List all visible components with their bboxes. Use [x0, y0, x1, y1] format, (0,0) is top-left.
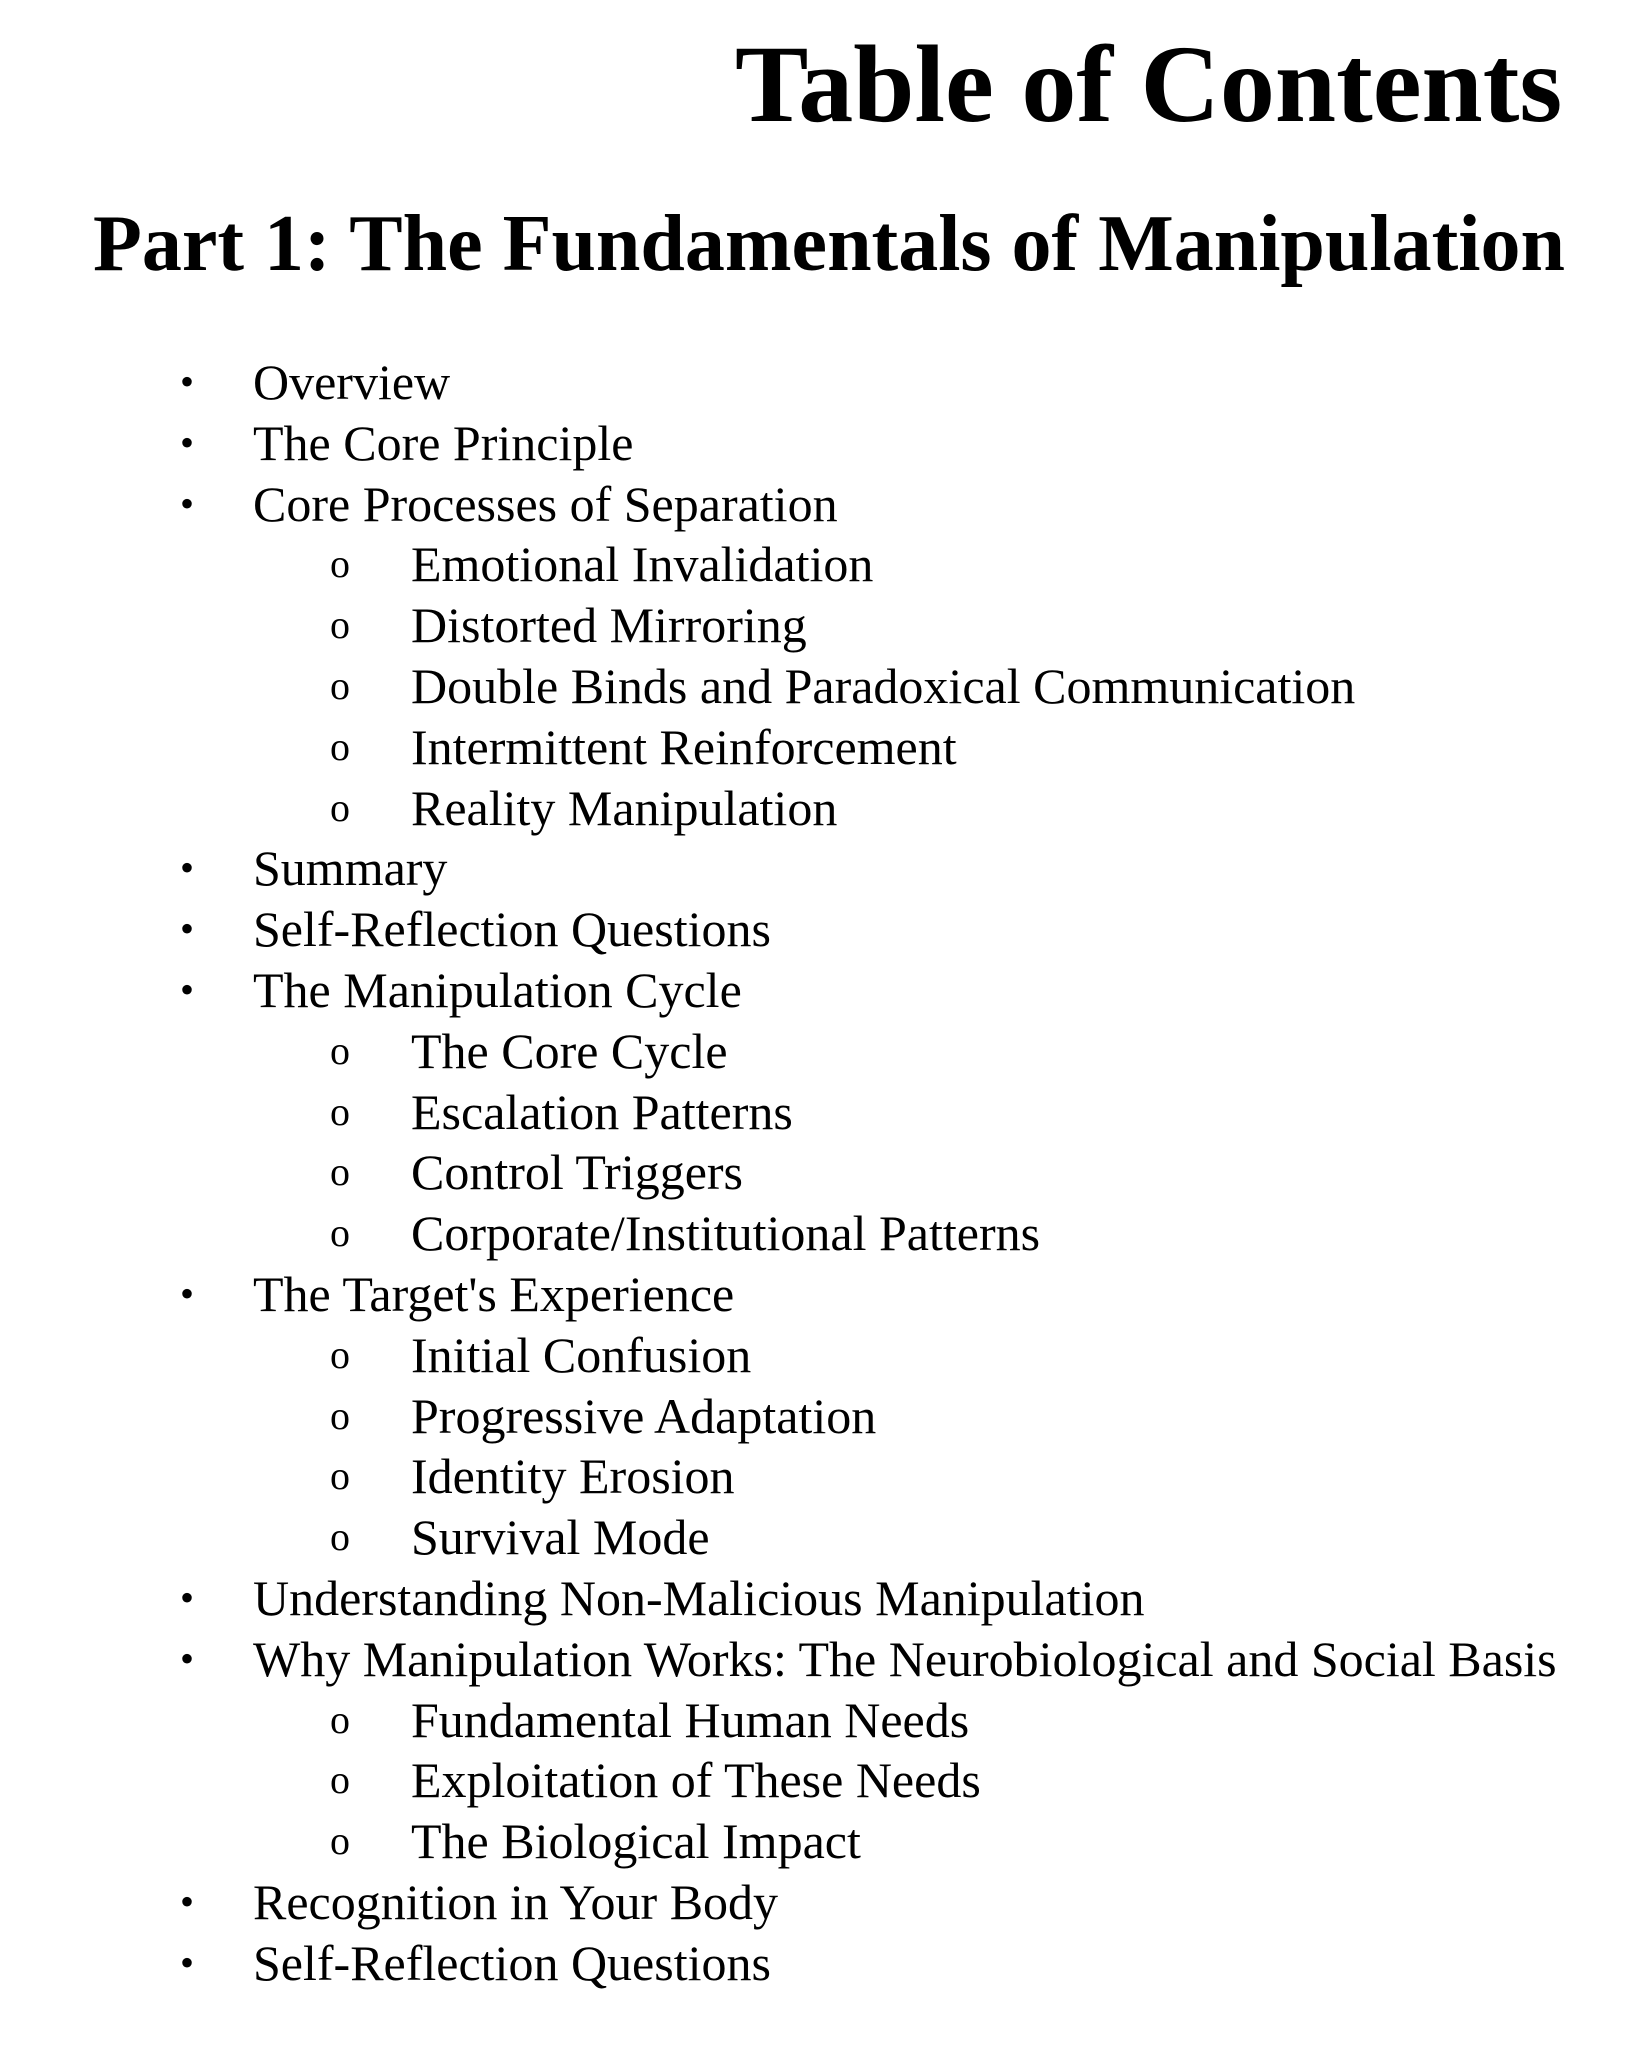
bullet-marker: •: [180, 1270, 195, 1316]
sub-bullet-marker: o: [330, 1818, 350, 1864]
toc-entry-label: Recognition in Your Body: [253, 1873, 779, 1930]
toc-entry-label: The Target's Experience: [253, 1265, 735, 1322]
toc-list: [0, 352, 1637, 1994]
bullet-marker: •: [180, 1939, 195, 1985]
toc-entry: [0, 1933, 1637, 1994]
toc-subentry: [0, 1446, 1637, 1507]
toc-entry-label: Progressive Adaptation: [411, 1387, 877, 1444]
toc-subentry: [0, 778, 1637, 839]
sub-bullet-marker: o: [330, 1453, 350, 1499]
toc-subentry: [0, 595, 1637, 656]
bullet-marker: •: [180, 966, 195, 1012]
bullet-marker: •: [180, 845, 195, 891]
part-heading: Part 1: The Fundamentals of Manipulation: [93, 200, 1565, 288]
sub-bullet-marker: o: [330, 1757, 350, 1803]
sub-bullet-marker: o: [330, 1027, 350, 1073]
toc-entry-label: Survival Mode: [411, 1509, 710, 1566]
bullet-marker: •: [180, 359, 195, 404]
toc-subentry: [0, 1811, 1637, 1872]
toc-subentry: [0, 1507, 1637, 1568]
toc-subentry: [0, 1203, 1637, 1264]
toc-entry-label: Control Triggers: [411, 1144, 744, 1201]
toc-entry: [0, 1629, 1637, 1690]
toc-subentry: [0, 1386, 1637, 1447]
toc-entry-label: The Biological Impact: [411, 1813, 861, 1870]
bullet-marker: •: [180, 1574, 195, 1620]
toc-entry-label: Reality Manipulation: [411, 779, 838, 836]
toc-entry-label: Initial Confusion: [411, 1326, 752, 1383]
sub-bullet-marker: o: [330, 1149, 350, 1195]
sub-bullet-marker: o: [330, 1696, 350, 1742]
toc-subentry: [0, 534, 1637, 595]
toc-entry: [0, 960, 1637, 1021]
toc-entry: [0, 352, 1637, 413]
toc-entry-label: Escalation Patterns: [411, 1083, 793, 1140]
toc-entry-label: Identity Erosion: [411, 1448, 735, 1505]
toc-entry-label: Exploitation of These Needs: [411, 1752, 981, 1809]
sub-bullet-marker: o: [330, 723, 350, 769]
toc-entry-label: Double Binds and Paradoxical Communication: [411, 657, 1356, 714]
toc-subentry: [0, 1021, 1637, 1082]
toc-entry: [0, 474, 1637, 535]
toc-entry-label: Distorted Mirroring: [411, 597, 807, 654]
toc-title: Table of Contents: [735, 23, 1563, 145]
toc-subentry: [0, 717, 1637, 778]
toc-entry-label: Self-Reflection Questions: [253, 901, 771, 958]
sub-bullet-marker: o: [330, 541, 350, 587]
toc-entry-label: Intermittent Reinforcement: [411, 718, 957, 775]
bullet-marker: •: [180, 1878, 195, 1924]
sub-bullet-marker: o: [330, 1392, 350, 1438]
bullet-marker: •: [180, 906, 195, 952]
toc-entry-label: Summary: [253, 840, 448, 897]
toc-subentry: [0, 1082, 1637, 1143]
sub-bullet-marker: o: [330, 1514, 350, 1560]
bullet-marker: •: [180, 419, 195, 465]
toc-subentry: [0, 1690, 1637, 1751]
toc-entry: [0, 1264, 1637, 1325]
sub-bullet-marker: o: [330, 784, 350, 830]
toc-entry-label: Understanding Non-Malicious Manipulation: [253, 1569, 1145, 1626]
bullet-marker: •: [180, 1635, 195, 1681]
toc-entry-label: Corporate/Institutional Patterns: [411, 1205, 1041, 1262]
toc-entry: [0, 838, 1637, 899]
sub-bullet-marker: o: [330, 1088, 350, 1134]
toc-entry-label: Core Processes of Separation: [253, 475, 838, 532]
toc-entry-label: Overview: [253, 354, 451, 410]
sub-bullet-marker: o: [330, 602, 350, 648]
toc-entry-label: Self-Reflection Questions: [253, 1934, 771, 1991]
toc-entry-label: Emotional Invalidation: [411, 536, 874, 593]
toc-entry-label: The Core Cycle: [411, 1022, 728, 1079]
toc-entry: [0, 1568, 1637, 1629]
bullet-marker: •: [180, 480, 195, 526]
sub-bullet-marker: o: [330, 1210, 350, 1256]
toc-subentry: [0, 1750, 1637, 1811]
sub-bullet-marker: o: [330, 662, 350, 708]
toc-entry-label: The Core Principle: [253, 414, 634, 471]
toc-subentry: [0, 1325, 1637, 1386]
toc-entry: [0, 1872, 1637, 1933]
sub-bullet-marker: o: [330, 1331, 350, 1377]
toc-entry: [0, 899, 1637, 960]
toc-subentry: [0, 656, 1637, 717]
toc-entry: [0, 413, 1637, 474]
toc-entry-label: The Manipulation Cycle: [253, 961, 742, 1018]
toc-subentry: [0, 1142, 1637, 1203]
toc-entry-label: Why Manipulation Works: The Neurobiological and Social Basis: [253, 1630, 1557, 1687]
toc-entry-label: Fundamental Human Needs: [411, 1691, 970, 1748]
